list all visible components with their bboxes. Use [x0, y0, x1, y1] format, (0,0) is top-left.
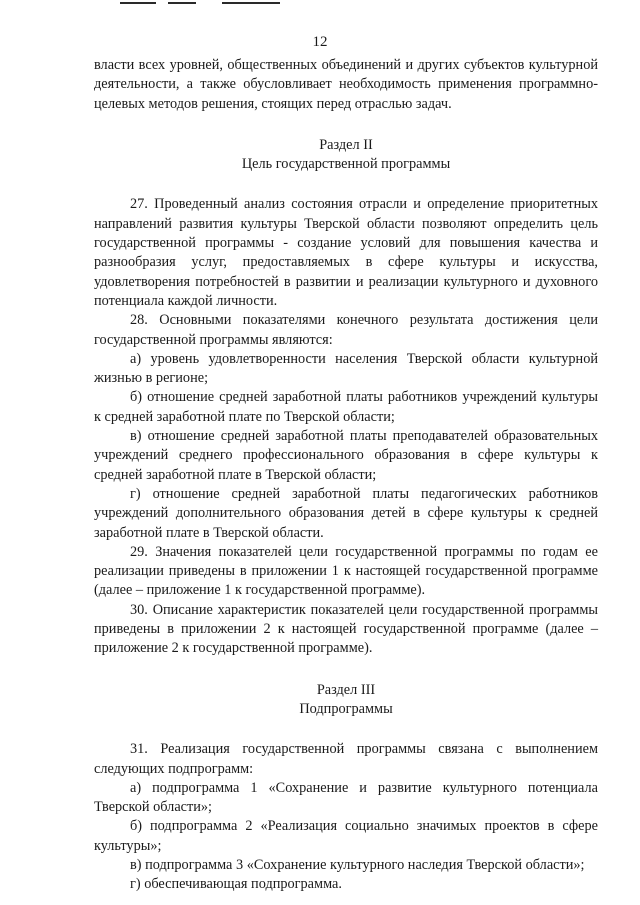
scan-edge-line: [168, 2, 196, 4]
paragraph-28: 28. Основными показателями конечного результата достижения цели государственной программы являются:: [94, 312, 598, 348]
subprogram-support: г) обеспечивающая подпрограмма.: [130, 876, 342, 893]
indicator-a: а) уровень удовлетворенности населения Тверской области культурной жизнью в регионе;: [94, 350, 598, 387]
section-3-title: Раздел III: [316, 681, 376, 698]
scan-edge-line: [120, 2, 156, 4]
intro-continuation: власти всех уровней, общественных объединений и других субъектов культурной деятельности, а также обусловливает необходимость применения программно-целевых методов решения, стоящих перед отраслью задач.: [94, 57, 598, 112]
indicator-v: в) отношение средней заработной платы преподавателей образовательных учреждений среднего профессионального образования в сфере культуры к средней заработной плате в Тверской области;: [94, 428, 598, 483]
section-2-title: Раздел II: [319, 136, 373, 153]
paragraph-29: 29. Значения показателей цели государственной программы по годам ее реализации приведены в приложении 1 к настоящей государственной программе (далее – приложение 1 к государственной программе).: [94, 543, 598, 599]
document-body: [94, 56, 598, 895]
paragraph-31: 31. Реализация государственной программы связана с выполнением следующих подпрограмм:: [94, 741, 598, 777]
indicator-b: б) отношение средней заработной платы работников учреждений культуры к средней заработной плате по Тверской области;: [94, 389, 598, 425]
paragraph-30: 30. Описание характеристик показателей цели государственной программы приведены в приложении 2 к настоящей государственной программе (далее – приложение 2 к государственной программе).: [94, 601, 598, 657]
page-number: 12: [312, 34, 328, 50]
subprogram-3: в) подпрограмма 3 «Сохранение культурного наследия Тверской области»;: [130, 856, 585, 873]
paragraph-27: 27. Проведенный анализ состояния отрасли и определение приоритетных направлений развития культуры Тверской области позволяют определить цель государственной программы - создание условий для повышения качества и разнообразия услуг, предоставляемых в сфере культуры и искусства, удовлетворения потребностей в развитии и реализации культурного и духовного потенциала каждой личности.: [94, 196, 598, 309]
section-2-subtitle: Цель государственной программы: [241, 156, 451, 173]
scan-edge-line: [222, 2, 280, 4]
section-3-subtitle: Подпрограммы: [299, 700, 393, 717]
subprogram-2: б) подпрограмма 2 «Реализация социально значимых проектов в сфере культуры»;: [94, 818, 598, 854]
subprogram-1: а) подпрограмма 1 «Сохранение и развитие культурного потенциала Тверской области»;: [94, 779, 598, 816]
indicator-g: г) отношение средней заработной платы педагогических работников учреждений дополнительного образования детей в сфере культуры к средней заработной плате в Тверской области.: [94, 485, 598, 541]
